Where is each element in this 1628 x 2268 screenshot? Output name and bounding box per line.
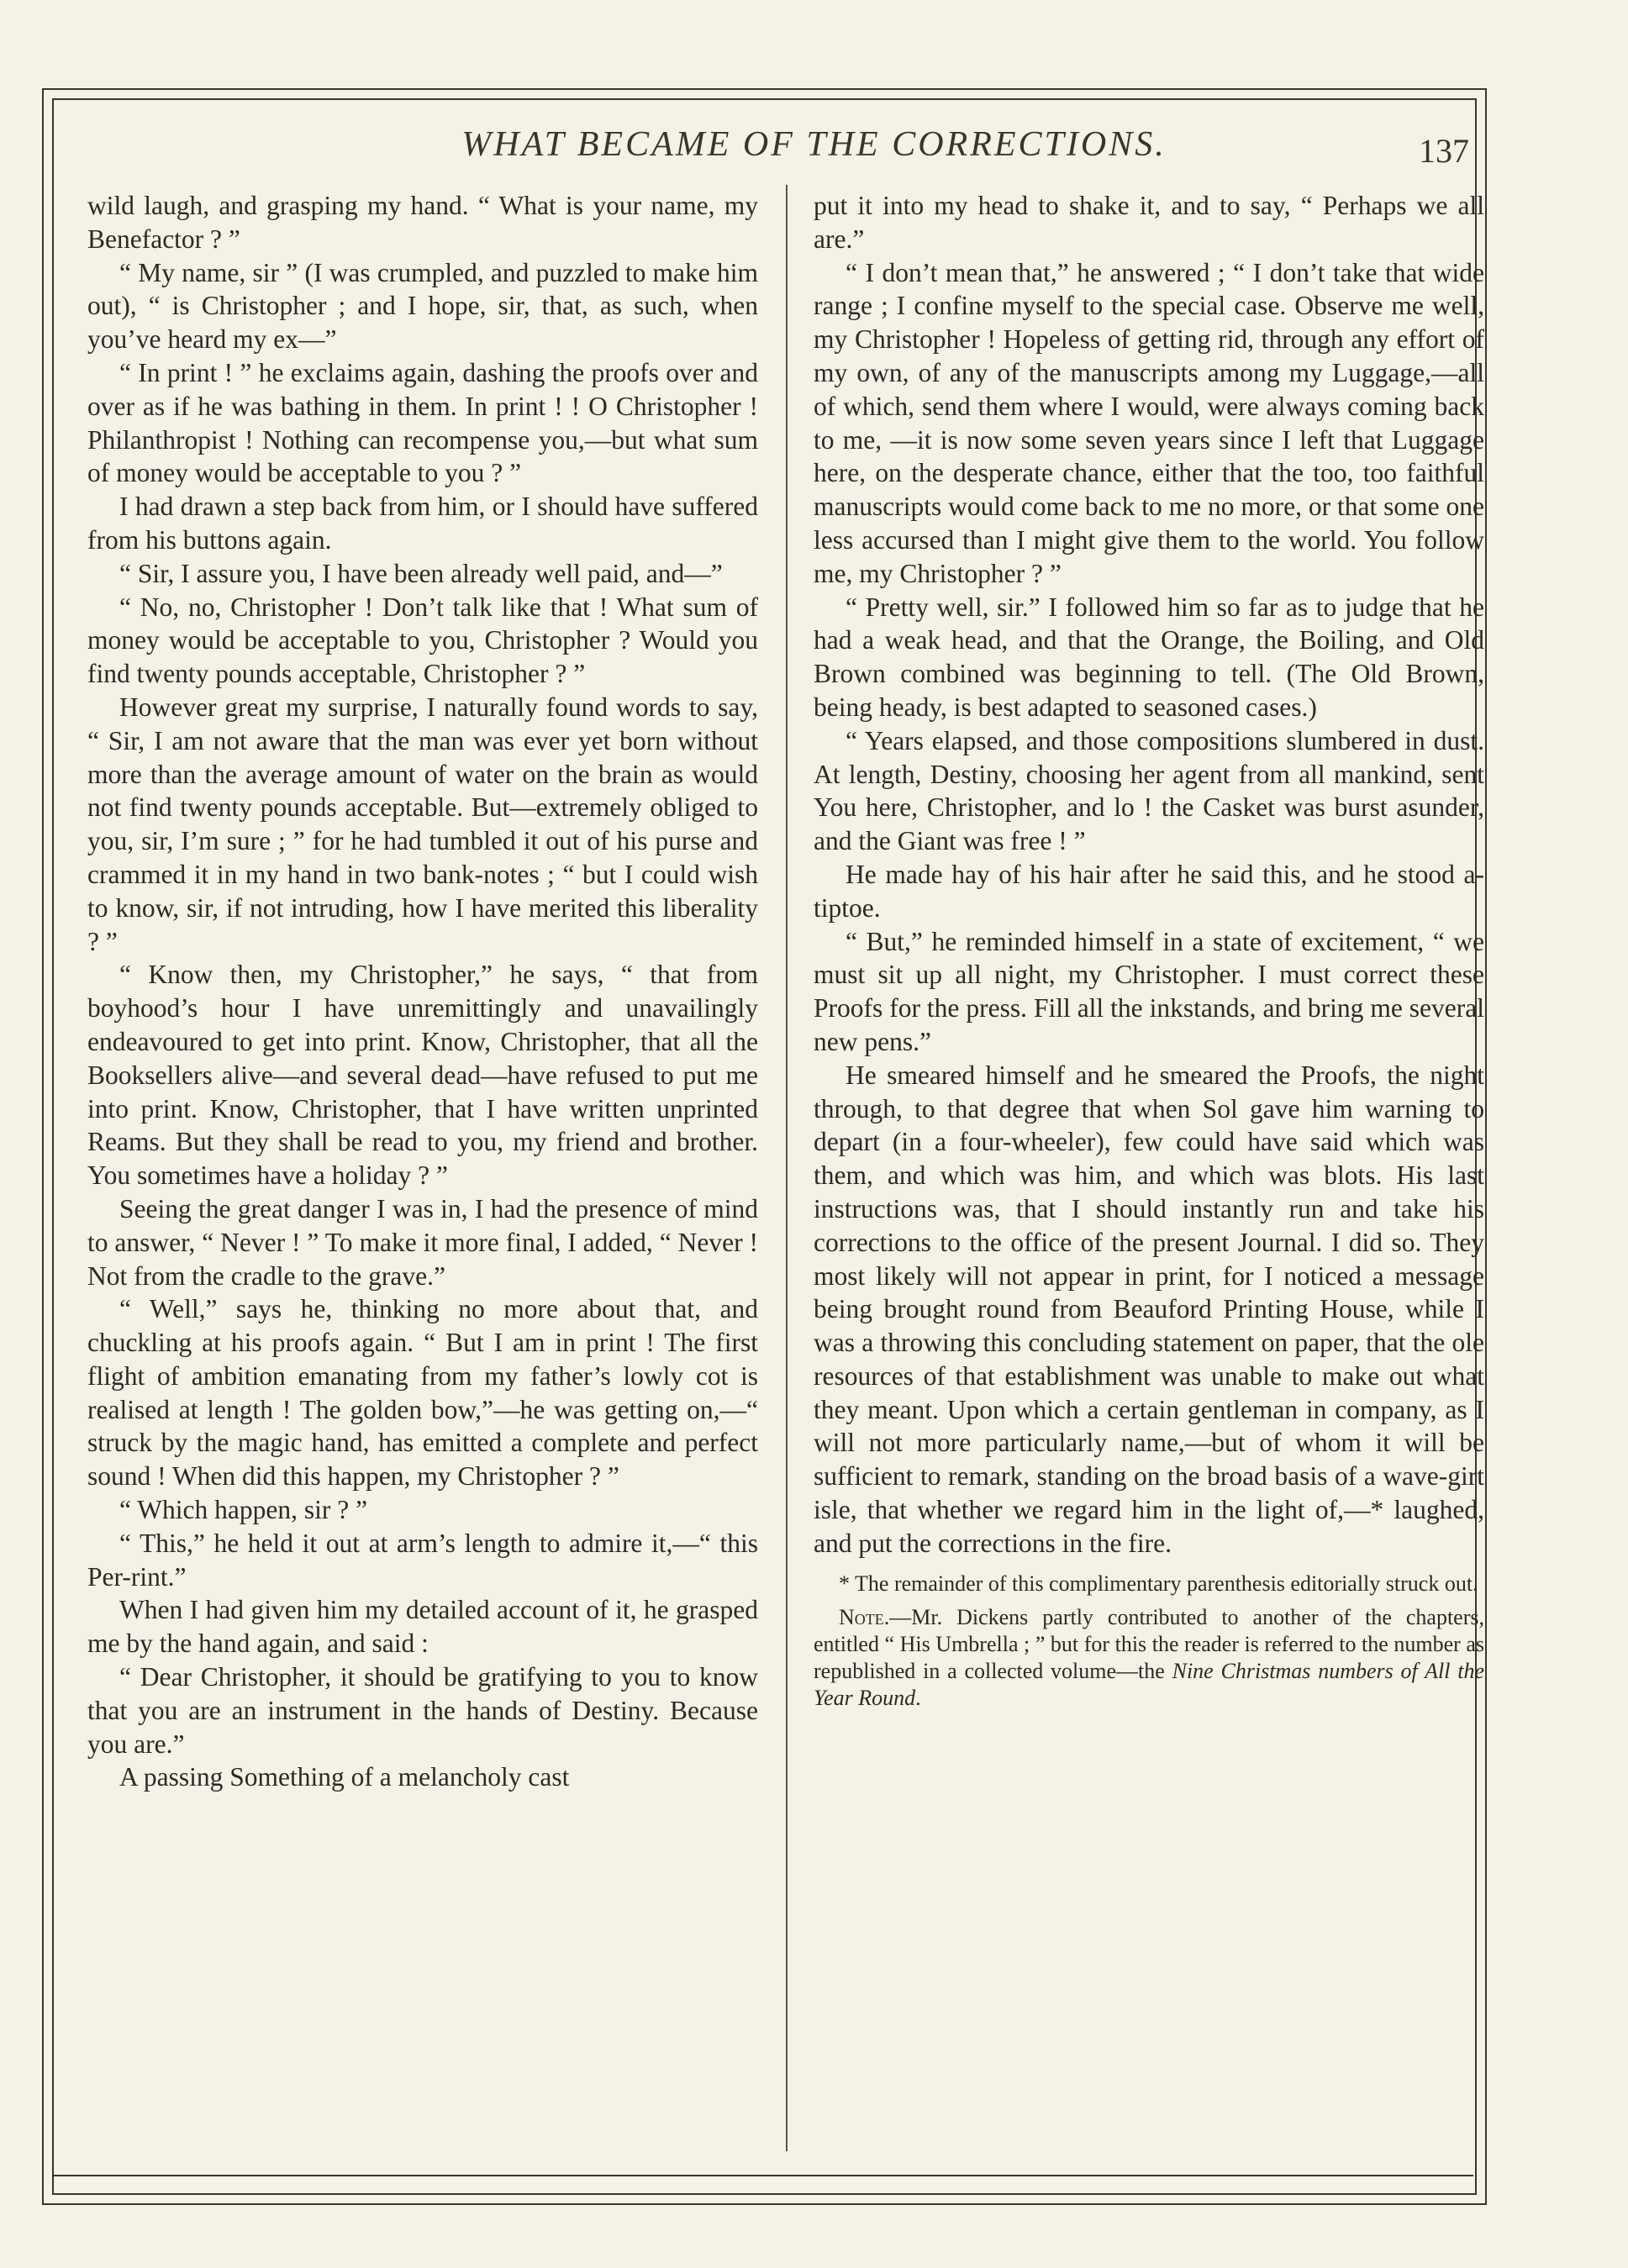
note-end: . (915, 1685, 921, 1710)
paragraph: A passing Something of a melancholy cast (119, 1762, 570, 1792)
paragraph: “ Years elapsed, and those compositions slumbered in dust. At length, Destiny, choosing her agent from all mankind, sent You here, Christopher, and lo ! the Casket was burst asunder, and the Giant was free ! ” (814, 725, 1484, 856)
paragraph: “ Well,” says he, thinking no more about that, and chuckling at his proofs again. “ But I am in print ! The first flight of ambition emanating from my father’s lowly cot is realised at length ! The golden bow,”—he was getting on,—“ struck by the magic hand, has emitted a complete and perfect sound ! When did this happen, my Christopher ? ” (87, 1294, 758, 1492)
paragraph: “ Dear Christopher, it should be gratifying to you to know that you are an instrument in the hands of Destiny. Because you are.” (87, 1662, 758, 1759)
bottom-rule (52, 2175, 1473, 2176)
note-label: Note. (839, 1604, 890, 1629)
note-text: —Mr. Dickens partly contributed to another of the chapters, entitled “ His Umbrella ; ” but for this the reader is referred to the number as republished in a collected volume—the (814, 1604, 1484, 1683)
paragraph: Seeing the great danger I was in, I had the presence of mind to answer, “ Never ! ” To make it more final, I added, “ Never ! Not from the cradle to the grave.” (87, 1193, 758, 1291)
paragraph: “ But,” he reminded himself in a state of excitement, “ we must sit up all night, my Christopher. I must correct these Proofs for the press. Fill all the inkstands, and bring me several new pens.” (814, 926, 1484, 1056)
paragraph: When I had given him my detailed account of it, he grasped me by the hand again, and said : (87, 1595, 758, 1659)
paragraph: “ In print ! ” he exclaims again, dashing the proofs over and over as if he was bathing in them. In print ! ! O Christopher ! Philanthropist ! Nothing can recompense you,—but what sum of money would be acceptable to you ? ” (87, 357, 758, 488)
right-column (814, 189, 1484, 1718)
left-column (87, 189, 758, 1794)
paragraph: “ Pretty well, sir.” I followed him so far as to judge that he had a weak head, and that the Orange, the Boiling, and Old Brown combined was beginning to tell. (The Old Brown, being heady, is best adapted to seasoned cases.) (814, 592, 1484, 722)
footnotes (814, 1571, 1484, 1712)
paragraph: wild laugh, and grasping my hand. “ What is your name, my Benefactor ? ” (87, 191, 758, 254)
paragraph: “ Which happen, sir ? ” (119, 1495, 368, 1525)
paragraph: However great my surprise, I naturally found words to say, “ Sir, I am not aware that the man was ever yet born without more than the average amount of water on the brain as would not find twenty pounds acceptable. But—extremely obliged to you, sir, I’m sure ; ” for he had tumbled it out of his purse and crammed it in my hand in two bank-notes ; “ but I could wish to know, sir, if not intruding, how I have merited this liberality ? ” (87, 692, 758, 956)
paragraph: He smeared himself and he smeared the Proofs, the night through, to that degree that when Sol gave him warning to depart (in a four-wheeler), few could have said which was them, and which was him, and which was blots. His last instructions was, that I should instantly run and take his corrections to the office of the present Journal. I did so. They most likely will not appear in print, for I noticed a message being brought round from Beauford Printing House, while I was a throwing this concluding statement on paper, that the ole resources of that establishment was unable to make out what they meant. Upon which a certain gentleman in company, as I will not more particularly name,—but of whom it will be sufficient to remark, standing on the broad basis of a wave-girt isle, that whether we regard him in the light of,—* laughed, and put the corrections in the fire. (814, 1060, 1484, 1558)
column-divider (786, 185, 788, 2151)
footnote-note (814, 1604, 1484, 1712)
paragraph: “ No, no, Christopher ! Don’t talk like that ! What sum of money would be acceptable to you, Christopher ? Would you find twenty pounds acceptable, Christopher ? ” (87, 592, 758, 689)
paragraph: “ Sir, I assure you, I have been already well paid, and—” (119, 558, 723, 588)
paragraph: He made hay of his hair after he said this, and he stood a-tiptoe. (814, 859, 1484, 923)
page-number: 137 (1419, 132, 1469, 170)
paragraph: “ This,” he held it out at arm’s length to admire it,—“ this Per-rint.” (87, 1528, 758, 1592)
paragraph: “ Know then, my Christopher,” he says, “ that from boyhood’s hour I have unremittingly and unavailingly endeavoured to get into print. Know, Christopher, that all the Booksellers alive—and several dead—have refused to put me into print. Know, Christopher, that I have written unprinted Reams. But they shall be read to you, my friend and brother. You sometimes have a holiday ? ” (87, 960, 758, 1191)
paragraph: “ I don’t mean that,” he answered ; “ I don’t take that wide range ; I confine myself to the special case. Observe me well, my Christopher ! Hopeless of getting rid, through any effort of my own, of any of the manuscripts among my Luggage,—all of which, send them where I would, were always coming back to me, —it is now some seven years since I left that Luggage here, on the desperate chance, either that the too, too faithful manuscripts would come back to me no more, or that some one less accursed than I might give them to the world. You follow me, my Christopher ? ” (814, 257, 1484, 588)
paragraph: put it into my head to shake it, and to say, “ Perhaps we all are.” (814, 191, 1484, 254)
paragraph: “ My name, sir ” (I was crumpled, and puzzled to make him out), “ is Christopher ; and I hope, sir, that, as such, when you’ve heard my ex—” (87, 257, 758, 355)
note-title: Nine Christmas numbers of All the Year Round (814, 1658, 1484, 1710)
running-title: WHAT BECAME OF THE CORRECTIONS. (461, 125, 1167, 164)
paragraph: I had drawn a step back from him, or I should have suffered from his buttons again. (87, 492, 758, 555)
footnote-asterisk: * The remainder of this complimentary parenthesis editorially struck out. (839, 1571, 1478, 1596)
